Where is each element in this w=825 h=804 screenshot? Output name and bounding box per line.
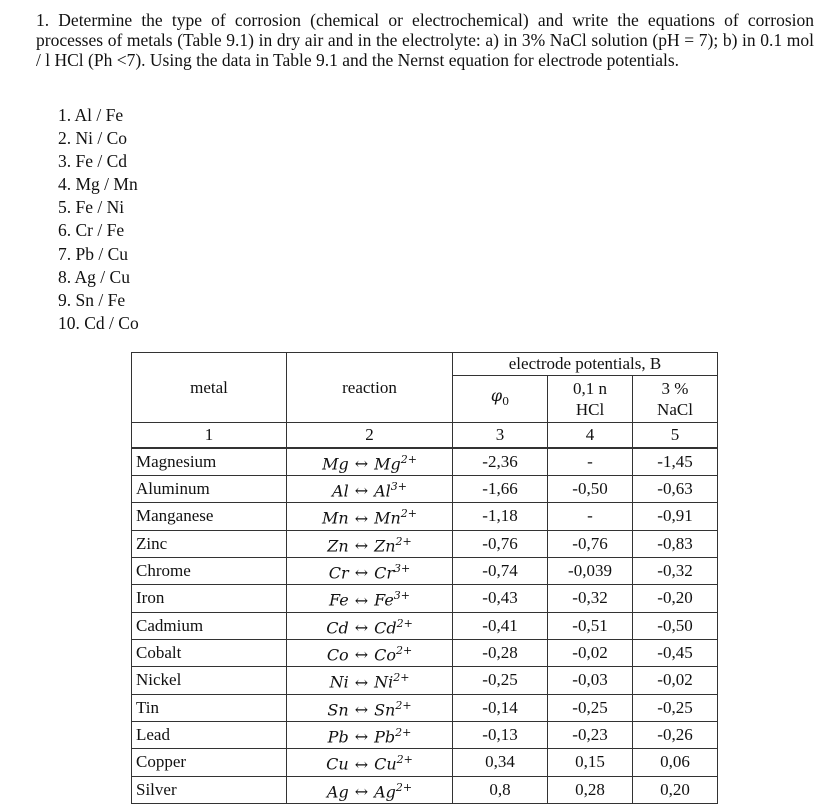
- phi0-value: -0,25: [453, 667, 548, 694]
- metal-name: Nickel: [132, 667, 287, 694]
- hcl-value: 0,15: [548, 749, 633, 776]
- phi0-value: 0,8: [453, 776, 548, 803]
- column-number: 2: [287, 423, 453, 448]
- nacl-value: -0,50: [633, 612, 718, 639]
- ion-charge: 2+: [400, 452, 417, 466]
- reaction-ion: Mn: [374, 508, 401, 528]
- header-metal: metal: [132, 353, 287, 423]
- reaction-ion: Fe: [374, 590, 394, 610]
- pair-item: 3. Fe / Cd: [58, 151, 128, 172]
- metal-name: Zinc: [132, 530, 287, 557]
- hcl-value: 0,28: [548, 776, 633, 803]
- reaction-equation: [287, 530, 453, 557]
- ion-charge: 3+: [390, 479, 407, 493]
- pair-item: 4. Mg / Mn: [58, 174, 138, 195]
- phi0-value: -0,43: [453, 585, 548, 612]
- reaction-ion: Cu: [374, 754, 397, 774]
- phi0-value: -0,28: [453, 639, 548, 666]
- reversible-arrow: ↔: [354, 672, 369, 692]
- nacl-value: -0,20: [633, 585, 718, 612]
- column-number-row: [132, 423, 718, 448]
- hcl-value: -: [548, 503, 633, 530]
- pair-item: 8. Ag / Cu: [58, 266, 130, 287]
- nacl-value: -0,02: [633, 667, 718, 694]
- nacl-value: -0,25: [633, 694, 718, 721]
- table-row: [132, 749, 718, 776]
- reaction-equation: [287, 475, 453, 502]
- reversible-arrow: ↔: [354, 590, 369, 610]
- reaction-ion: Sn: [374, 699, 396, 719]
- table-row: [132, 475, 718, 502]
- phi-subscript: 0: [502, 395, 510, 409]
- metal-name: Manganese: [132, 503, 287, 530]
- header-hcl: [548, 376, 633, 423]
- reaction-metal: Cu: [326, 754, 349, 774]
- ion-charge: 2+: [400, 507, 417, 521]
- reaction-metal: Cr: [328, 563, 349, 583]
- table-row: [132, 694, 718, 721]
- reaction-ion: Cr: [374, 563, 394, 583]
- reaction-ion: Mg: [374, 453, 401, 473]
- reaction-equation: [287, 749, 453, 776]
- metal-name: Lead: [132, 721, 287, 748]
- hcl-value: -: [548, 448, 633, 476]
- table-row: [132, 612, 718, 639]
- nacl-value: -0,26: [633, 721, 718, 748]
- reaction-ion: Zn: [374, 535, 396, 555]
- hcl-value: -0,76: [548, 530, 633, 557]
- column-number: 1: [132, 423, 287, 448]
- reversible-arrow: ↔: [354, 645, 369, 665]
- phi0-value: -2,36: [453, 448, 548, 476]
- metal-name: Aluminum: [132, 475, 287, 502]
- table-row: [132, 776, 718, 803]
- header-hcl-line2: HCl: [575, 400, 605, 419]
- ion-charge: 2+: [395, 780, 413, 794]
- hcl-value: -0,039: [548, 557, 633, 584]
- reaction-equation: [287, 667, 453, 694]
- reaction-ion: Al: [374, 481, 391, 501]
- ion-charge: 2+: [395, 534, 412, 548]
- nacl-value: -0,63: [633, 475, 718, 502]
- table-row: [132, 448, 718, 476]
- reaction-ion: Ag: [374, 781, 396, 801]
- reversible-arrow: ↔: [354, 699, 369, 719]
- metal-name: Copper: [132, 749, 287, 776]
- metal-name: Chrome: [132, 557, 287, 584]
- ion-charge: 3+: [393, 561, 411, 575]
- header-hcl-line1: 0,1 n: [573, 379, 607, 398]
- metal-name: Magnesium: [132, 448, 287, 476]
- metal-name: Tin: [132, 694, 287, 721]
- task-statement: 1. Determine the type of corrosion (chemical or electrochemical) and write the equations of corrosion processes of metals (Table 9.1) in dry air and in the electrolyte: a) in 3% NaCl solution (pH = 7); b) in 0.1 mol / l HCl (Ph <7). Using the data in Table 9.1 and the Nernst equation for electrode potentials.: [36, 10, 814, 70]
- pair-item: 6. Cr / Fe: [58, 220, 125, 241]
- metal-name: Iron: [132, 585, 287, 612]
- phi0-value: -0,41: [453, 612, 548, 639]
- reaction-equation: [287, 503, 453, 530]
- pair-item: 1. Al / Fe: [58, 105, 124, 125]
- ion-charge: 2+: [393, 671, 410, 685]
- reaction-metal: Pb: [327, 727, 349, 747]
- reaction-ion: Pb: [374, 727, 396, 747]
- pair-item: 10. Cd / Co: [58, 312, 139, 333]
- reversible-arrow: ↔: [354, 754, 369, 774]
- nacl-value: -1,45: [633, 448, 718, 476]
- header-electrode-potentials: electrode potentials, B: [453, 353, 718, 376]
- column-number: 4: [548, 423, 633, 448]
- reaction-ion: Ni: [374, 672, 394, 692]
- nacl-value: -0,32: [633, 557, 718, 584]
- hcl-value: -0,02: [548, 639, 633, 666]
- ion-charge: 2+: [396, 616, 413, 630]
- metal-name: Cadmium: [132, 612, 287, 639]
- reaction-metal: Mg: [322, 453, 349, 473]
- reversible-arrow: ↔: [354, 481, 369, 501]
- ion-charge: 2+: [395, 725, 412, 739]
- pair-item: 9. Sn / Fe: [58, 289, 126, 310]
- reaction-ion: Co: [374, 645, 396, 665]
- table-row: [132, 530, 718, 557]
- nacl-value: -0,83: [633, 530, 718, 557]
- reaction-metal: Mn: [322, 508, 349, 528]
- reaction-equation: [287, 694, 453, 721]
- reversible-arrow: ↔: [354, 508, 369, 528]
- hcl-value: -0,51: [548, 612, 633, 639]
- phi0-value: 0,34: [453, 749, 548, 776]
- phi0-value: -0,13: [453, 721, 548, 748]
- phi0-value: -0,76: [453, 530, 548, 557]
- reversible-arrow: ↔: [354, 563, 369, 583]
- hcl-value: -0,23: [548, 721, 633, 748]
- reaction-metal: Ag: [326, 781, 349, 801]
- pair-item: 2. Ni / Co: [58, 128, 128, 149]
- nacl-value: -0,91: [633, 503, 718, 530]
- phi0-value: -1,18: [453, 503, 548, 530]
- reaction-equation: [287, 585, 453, 612]
- hcl-value: -0,32: [548, 585, 633, 612]
- pair-item: 5. Fe / Ni: [58, 197, 125, 218]
- phi0-value: -1,66: [453, 475, 548, 502]
- table-row: [132, 557, 718, 584]
- table-row: [132, 639, 718, 666]
- header-nacl-line2: NaCl: [657, 400, 693, 419]
- metal-pair-list: [58, 104, 139, 335]
- reaction-ion: Cd: [374, 617, 397, 637]
- column-number: 3: [453, 423, 548, 448]
- reaction-metal: Al: [332, 481, 349, 501]
- reaction-equation: [287, 557, 453, 584]
- reversible-arrow: ↔: [354, 727, 369, 747]
- ion-charge: 2+: [395, 643, 413, 657]
- hcl-value: -0,03: [548, 667, 633, 694]
- ion-charge: 2+: [396, 753, 413, 767]
- metal-name: Cobalt: [132, 639, 287, 666]
- ion-charge: 3+: [393, 589, 411, 603]
- nacl-value: 0,06: [633, 749, 718, 776]
- reaction-metal: Co: [326, 645, 349, 665]
- ion-charge: 2+: [395, 698, 412, 712]
- hcl-value: -0,25: [548, 694, 633, 721]
- reaction-metal: Fe: [328, 590, 349, 610]
- pair-item: 7. Pb / Cu: [58, 243, 129, 264]
- reaction-equation: [287, 448, 453, 476]
- reversible-arrow: ↔: [354, 453, 369, 473]
- electrode-potentials-table: [131, 352, 718, 804]
- reaction-equation: [287, 639, 453, 666]
- header-phi0: [453, 376, 548, 423]
- table-row: [132, 667, 718, 694]
- phi0-value: -0,74: [453, 557, 548, 584]
- header-nacl-line1: 3 %: [661, 379, 689, 398]
- reaction-metal: Ni: [329, 672, 349, 692]
- table-row: [132, 585, 718, 612]
- table-row: [132, 721, 718, 748]
- reaction-equation: [287, 612, 453, 639]
- reaction-equation: [287, 721, 453, 748]
- phi0-value: -0,14: [453, 694, 548, 721]
- nacl-value: 0,20: [633, 776, 718, 803]
- hcl-value: -0,50: [548, 475, 633, 502]
- reversible-arrow: ↔: [354, 535, 369, 555]
- reversible-arrow: ↔: [354, 617, 369, 637]
- table-row: [132, 503, 718, 530]
- reaction-metal: Cd: [326, 617, 349, 637]
- column-number: 5: [633, 423, 718, 448]
- reaction-equation: [287, 776, 453, 803]
- header-nacl: [633, 376, 718, 423]
- reaction-metal: Zn: [327, 535, 349, 555]
- nacl-value: -0,45: [633, 639, 718, 666]
- header-reaction: reaction: [287, 353, 453, 423]
- metal-name: Silver: [132, 776, 287, 803]
- reaction-metal: Sn: [327, 699, 349, 719]
- reversible-arrow: ↔: [354, 781, 369, 801]
- phi-symbol: φ: [490, 386, 503, 406]
